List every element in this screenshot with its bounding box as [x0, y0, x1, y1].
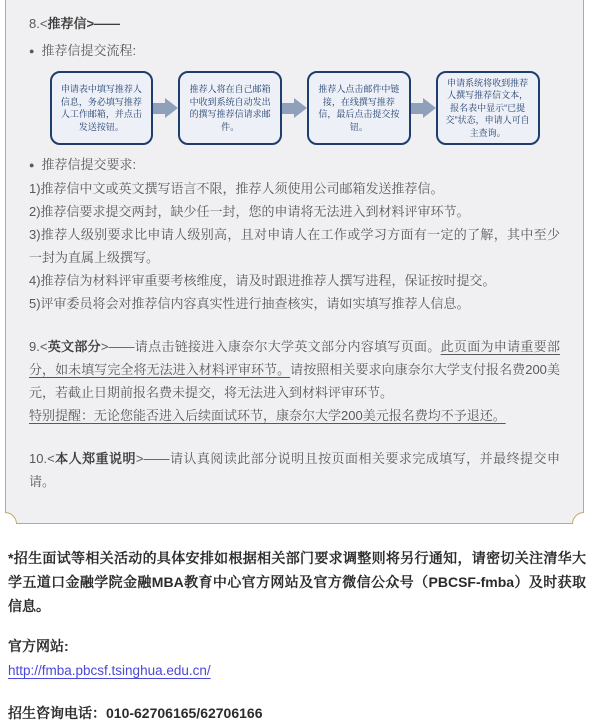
section8-heading [29, 12, 560, 35]
flow-steps-label: 推荐信提交流程: [41, 43, 137, 58]
website-label: 官方网站: [8, 638, 69, 654]
requirement-item-4: 4)推荐信为材料评审重要考核维度，请及时跟进推荐人撰写进程，保证按时提交。 [29, 273, 496, 288]
requirement-item-3: 3)推荐人级别要求比申请人级别高，且对申请人在工作或学习方面有一定的了解，其中至少一封为直属上级撰写。 [29, 227, 560, 265]
section9-number: 9.< [29, 339, 48, 354]
flow-step-box-3: 推荐人点击邮件中链接，在线撰写推荐信，最后点击提交按钮。 [307, 71, 411, 145]
phone-number: 010-62706165/62706166 [106, 705, 263, 721]
bullet-icon: ● [29, 46, 35, 56]
phone-line [8, 701, 586, 725]
card-corner-notch-left [5, 512, 17, 524]
section9-paragraph [29, 335, 560, 427]
phone-label: 招生咨询电话： [8, 705, 106, 721]
card-corner-notch-right [572, 512, 584, 524]
website-link[interactable]: http://fmba.pbcsf.tsinghua.edu.cn/ [8, 663, 211, 678]
requirement-item-2: 2)推荐信要求提交两封，缺少任一封，您的申请将无法进入到材料评审环节。 [29, 204, 470, 219]
section9-underlined-warning: 此页面为申请重要部分，如未填写完全将无法进入材料评审环节。 [29, 339, 560, 377]
flow-steps-label-line [29, 39, 560, 63]
recommendation-flowchart [50, 71, 540, 145]
requirement-item-5: 5)评审委员将会对推荐信内容真实性进行抽查核实，请如实填写推荐人信息。 [29, 296, 470, 311]
requirement-item-1: 1)推荐信中文或英文撰写语言不限，推荐人须使用公司邮箱发送推荐信。 [29, 181, 444, 196]
arrow-right-icon [153, 98, 178, 118]
section9-text-fee: 请按照相关要求向康奈尔大学支付报名费200美元，若截止日期前报名费未提交，将无法进入到材料评审环节。 [29, 362, 560, 400]
section10-paragraph [29, 447, 560, 493]
arrow-right-icon [411, 98, 436, 118]
section8-number: 8.< [29, 16, 48, 31]
footer-notice: *招生面试等相关活动的具体安排如根据相关部门要求调整则将另行通知，请密切关注清华大学五道口金融学院金融MBA教育中心官方网站及官方微信公众号（PBCSF-fmba）及时获取信息。 [8, 550, 586, 614]
content-card [5, 0, 584, 524]
section9-dash: >—— [100, 339, 135, 354]
section10-number: 10.< [29, 451, 55, 466]
flow-step-box-4: 申请系统将收到推荐人撰写推荐信文本，报名表中显示“已提交”状态，申请人可自主查询。 [436, 71, 540, 145]
section9-special-reminder: 特别提醒：无论您能否进入后续面试环节，康奈尔大学200美元报名费均不予退还。 [29, 408, 506, 423]
section10-text: 请认真阅读此部分说明且按页面相关要求完成填写，并最终提交申请。 [29, 451, 560, 489]
flow-step-box-2: 推荐人将在自己邮箱中收到系统自动发出的撰写推荐信请求邮件。 [178, 71, 282, 145]
section10-dash: >—— [135, 451, 170, 466]
section9-text: 请点击链接进入康奈尔大学英文部分内容填写页面。 [134, 339, 441, 354]
requirements-label: 推荐信提交要求: [41, 157, 137, 172]
section8-title: 推荐信 [47, 16, 87, 31]
requirements-label-line [29, 153, 560, 177]
section9-title: 英文部分 [47, 339, 101, 354]
page-footer [8, 546, 586, 725]
flow-step-box-1: 申请表中填写推荐人信息，务必填写推荐人工作邮箱，并点击发送按钮。 [50, 71, 154, 145]
arrow-right-icon [282, 98, 307, 118]
section10-title: 本人郑重说明 [54, 451, 136, 466]
bullet-icon: ● [29, 160, 35, 170]
section8-dash: >—— [86, 16, 121, 31]
